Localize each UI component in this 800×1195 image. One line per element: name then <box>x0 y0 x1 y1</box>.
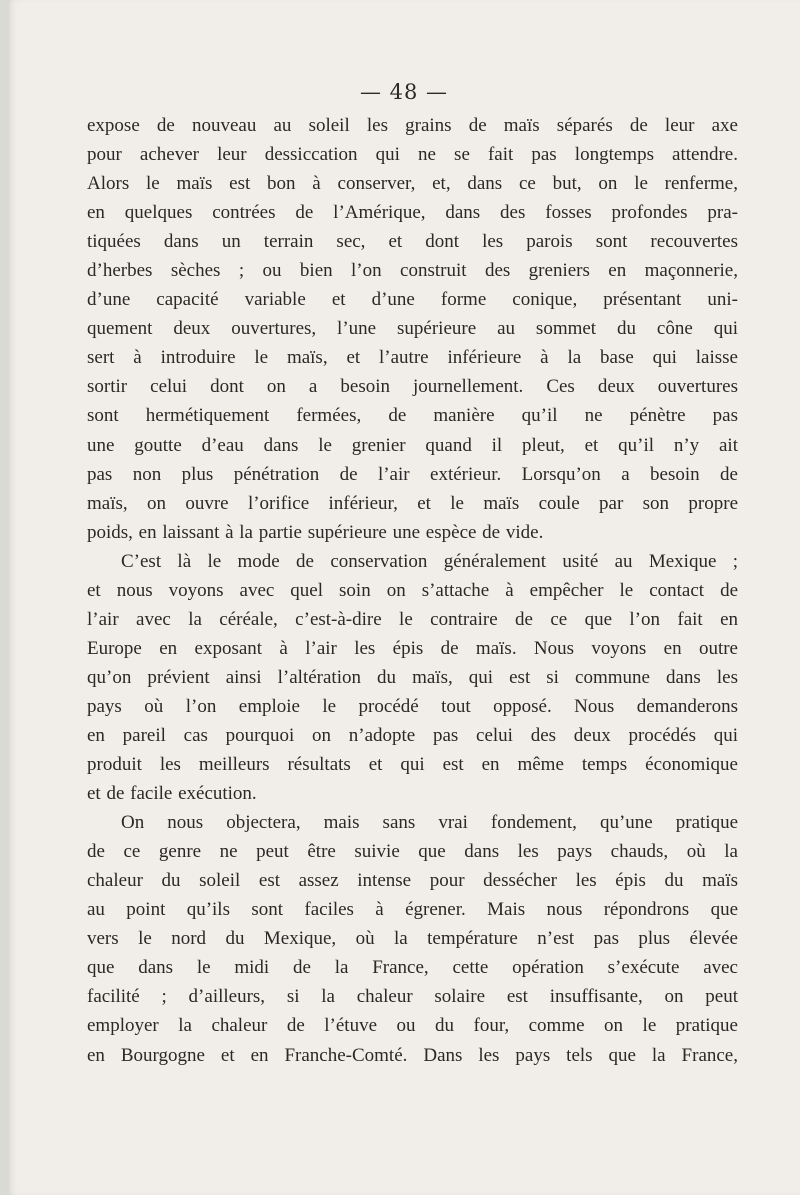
text-line: Alors le maïs est bon à conserver, et, dans ce but, on le renferme, <box>87 173 738 195</box>
text-line: sert à introduire le maïs, et l’autre inférieure à la base qui laisse <box>87 347 738 369</box>
body-text <box>87 111 738 1070</box>
text-line: pas non plus pénétration de l’air extérieur. Lorsqu’on a besoin de <box>87 463 738 485</box>
paragraph <box>87 808 738 1069</box>
text-line: On nous objectera, mais sans vrai fondement, qu’une pratique <box>121 812 738 834</box>
text-line: et de facile exécution. <box>87 783 257 805</box>
text-line: Europe en exposant à l’air les épis de maïs. Nous voyons en outre <box>87 637 738 659</box>
text-line: vers le nord du Mexique, où la température n’est pas plus élevée <box>87 928 738 950</box>
text-line: produit les meilleurs résultats et qui est en même temps économique <box>87 754 738 776</box>
text-line: l’air avec la céréale, c’est-à-dire le contraire de ce que l’on fait en <box>87 608 738 630</box>
text-line: en quelques contrées de l’Amérique, dans des fosses profondes pra- <box>87 202 738 224</box>
text-line: au point qu’ils sont faciles à égrener. Mais nous répondrons que <box>87 899 738 921</box>
text-line: poids, en laissant à la partie supérieure une espèce de vide. <box>87 521 544 543</box>
text-line: expose de nouveau au soleil les grains de maïs séparés de leur axe <box>87 115 738 136</box>
text-line: employer la chaleur de l’étuve ou du four, comme on le pratique <box>87 1015 738 1037</box>
paragraph <box>87 111 738 547</box>
text-line: maïs, on ouvre l’orifice inférieur, et le maïs coule par son propre <box>87 492 738 514</box>
text-line: tiquées dans un terrain sec, et dont les parois sont recouvertes <box>87 231 738 253</box>
text-line: pour achever leur dessiccation qui ne se fait pas longtemps attendre. <box>87 144 738 166</box>
text-line: chaleur du soleil est assez intense pour dessécher les épis du maïs <box>87 870 738 892</box>
paragraph <box>87 547 738 808</box>
text-line: et nous voyons avec quel soin on s’attache à empêcher le contact de <box>87 579 738 601</box>
text-line: sortir celui dont on a besoin journellement. Ces deux ouvertures <box>87 376 738 398</box>
text-line: C’est là le mode de conservation généralement usité au Mexique ; <box>121 550 738 572</box>
text-line: d’herbes sèches ; ou bien l’on construit des greniers en maçonnerie, <box>87 260 738 282</box>
text-line: en pareil cas pourquoi on n’adopte pas celui des deux procédés qui <box>87 724 738 746</box>
text-line: sont hermétiquement fermées, de manière qu’il ne pénètre pas <box>87 405 738 427</box>
text-line: qu’on prévient ainsi l’altération du maïs, qui est si commune dans les <box>87 666 738 688</box>
text-line: pays où l’on emploie le procédé tout opposé. Nous demanderons <box>87 695 738 717</box>
text-line: en Bourgogne et en Franche-Comté. Dans les pays tels que la France, <box>87 1044 738 1066</box>
page-number: — 48 — <box>359 80 449 104</box>
text-line: d’une capacité variable et d’une forme conique, présentant uni- <box>87 289 738 311</box>
text-line: quement deux ouvertures, l’une supérieure au sommet du cône qui <box>87 318 738 340</box>
text-line: une goutte d’eau dans le grenier quand il pleut, et qu’il n’y ait <box>87 434 738 456</box>
book-page <box>8 0 800 1195</box>
text-line: de ce genre ne peut être suivie que dans les pays chauds, où la <box>87 841 738 863</box>
text-line: facilité ; d’ailleurs, si la chaleur solaire est insuffisante, on peut <box>87 986 738 1008</box>
text-line: que dans le midi de la France, cette opération s’exécute avec <box>87 957 738 979</box>
